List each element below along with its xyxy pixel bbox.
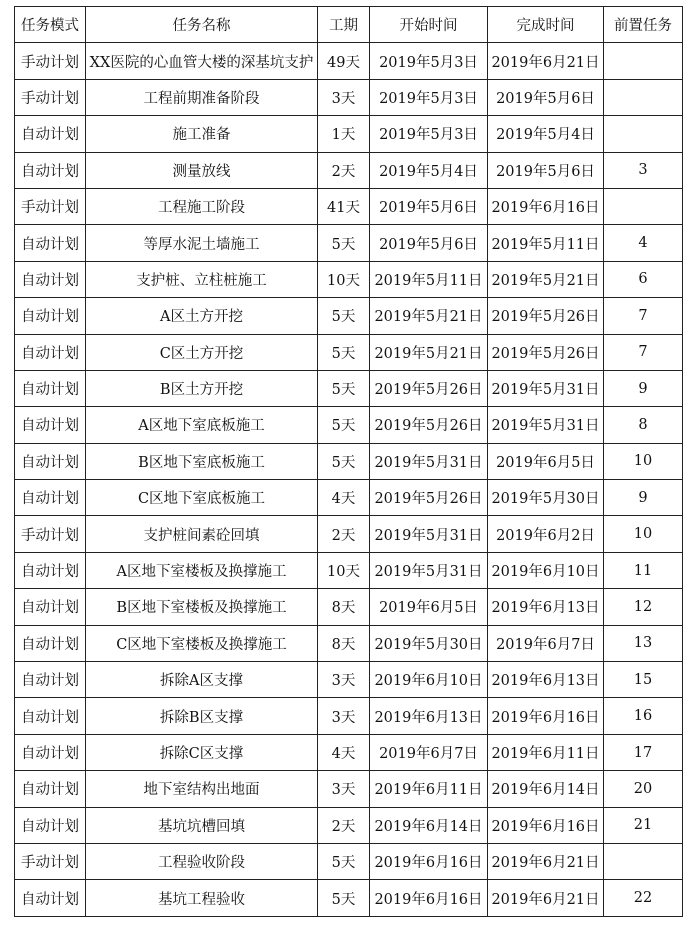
task-name-cell: XX医院的心血管大楼的深基坑支护 [86, 43, 318, 79]
predecessor-cell: 10 [604, 516, 683, 552]
task-mode-cell: 自动计划 [15, 407, 86, 443]
finish-time-cell: 2019年6月16日 [488, 807, 604, 843]
predecessor-cell [604, 188, 683, 224]
table-row [15, 116, 683, 152]
predecessor-cell: 20 [604, 771, 683, 807]
start-time-cell: 2019年6月7日 [370, 734, 488, 770]
task-name-cell: 支护桩、立柱桩施工 [86, 261, 318, 297]
start-time-cell: 2019年6月11日 [370, 771, 488, 807]
table-row [15, 516, 683, 552]
table-row [15, 589, 683, 625]
duration-cell: 8天 [318, 589, 370, 625]
duration-cell: 5天 [318, 407, 370, 443]
task-mode-cell: 手动计划 [15, 79, 86, 115]
predecessor-cell: 8 [604, 407, 683, 443]
task-mode-cell: 自动计划 [15, 698, 86, 734]
task-name-cell: A区地下室底板施工 [86, 407, 318, 443]
finish-time-cell: 2019年5月21日 [488, 261, 604, 297]
table-row [15, 734, 683, 770]
table-row [15, 334, 683, 370]
predecessor-cell [604, 43, 683, 79]
task-mode-cell: 自动计划 [15, 480, 86, 516]
predecessor-cell: 21 [604, 807, 683, 843]
finish-time-cell: 2019年6月13日 [488, 662, 604, 698]
start-time-cell: 2019年5月26日 [370, 480, 488, 516]
task-mode-cell: 自动计划 [15, 334, 86, 370]
start-time-cell: 2019年6月13日 [370, 698, 488, 734]
task-mode-cell: 自动计划 [15, 625, 86, 661]
table-row [15, 407, 683, 443]
task-name-cell: A区土方开挖 [86, 298, 318, 334]
table-row [15, 662, 683, 698]
task-mode-cell: 自动计划 [15, 370, 86, 406]
table-row [15, 298, 683, 334]
predecessor-cell: 6 [604, 261, 683, 297]
predecessor-cell: 9 [604, 370, 683, 406]
finish-time-cell: 2019年6月16日 [488, 698, 604, 734]
start-time-cell: 2019年5月6日 [370, 225, 488, 261]
table-row [15, 370, 683, 406]
task-mode-cell: 手动计划 [15, 843, 86, 879]
schedule-table [14, 6, 683, 917]
start-time-cell: 2019年5月31日 [370, 552, 488, 588]
table-row [15, 443, 683, 479]
task-mode-cell: 自动计划 [15, 116, 86, 152]
task-mode-cell: 自动计划 [15, 152, 86, 188]
task-name-cell: C区地下室楼板及换撑施工 [86, 625, 318, 661]
duration-cell: 3天 [318, 79, 370, 115]
duration-cell: 5天 [318, 225, 370, 261]
start-time-cell: 2019年5月6日 [370, 188, 488, 224]
duration-cell: 10天 [318, 552, 370, 588]
predecessor-cell: 7 [604, 334, 683, 370]
schedule-table-container [14, 6, 683, 917]
start-time-cell: 2019年5月3日 [370, 116, 488, 152]
task-name-cell: 拆除B区支撑 [86, 698, 318, 734]
finish-time-cell: 2019年5月31日 [488, 370, 604, 406]
duration-cell: 4天 [318, 480, 370, 516]
duration-cell: 5天 [318, 843, 370, 879]
predecessor-cell: 15 [604, 662, 683, 698]
duration-cell: 5天 [318, 334, 370, 370]
duration-cell: 1天 [318, 116, 370, 152]
task-name-cell: C区地下室底板施工 [86, 480, 318, 516]
duration-cell: 3天 [318, 662, 370, 698]
table-body [15, 43, 683, 916]
start-time-cell: 2019年5月21日 [370, 334, 488, 370]
finish-time-cell: 2019年5月6日 [488, 79, 604, 115]
finish-time-cell: 2019年6月10日 [488, 552, 604, 588]
start-time-cell: 2019年5月4日 [370, 152, 488, 188]
predecessor-cell: 3 [604, 152, 683, 188]
finish-time-cell: 2019年6月13日 [488, 589, 604, 625]
table-row [15, 225, 683, 261]
start-time-cell: 2019年6月14日 [370, 807, 488, 843]
finish-time-cell: 2019年6月11日 [488, 734, 604, 770]
finish-time-cell: 2019年5月11日 [488, 225, 604, 261]
finish-time-cell: 2019年6月21日 [488, 880, 604, 916]
duration-cell: 5天 [318, 298, 370, 334]
header-task-mode: 任务模式 [15, 7, 86, 43]
table-row [15, 771, 683, 807]
table-row [15, 188, 683, 224]
table-row [15, 79, 683, 115]
task-name-cell: 测量放线 [86, 152, 318, 188]
table-row [15, 552, 683, 588]
predecessor-cell: 12 [604, 589, 683, 625]
predecessor-cell: 10 [604, 443, 683, 479]
predecessor-cell: 4 [604, 225, 683, 261]
duration-cell: 4天 [318, 734, 370, 770]
duration-cell: 5天 [318, 880, 370, 916]
task-mode-cell: 自动计划 [15, 443, 86, 479]
task-name-cell: B区地下室底板施工 [86, 443, 318, 479]
header-predecessors: 前置任务 [604, 7, 683, 43]
task-mode-cell: 手动计划 [15, 43, 86, 79]
duration-cell: 2天 [318, 807, 370, 843]
table-row [15, 480, 683, 516]
finish-time-cell: 2019年5月30日 [488, 480, 604, 516]
finish-time-cell: 2019年5月4日 [488, 116, 604, 152]
duration-cell: 41天 [318, 188, 370, 224]
task-name-cell: 工程验收阶段 [86, 843, 318, 879]
start-time-cell: 2019年5月21日 [370, 298, 488, 334]
task-name-cell: B区土方开挖 [86, 370, 318, 406]
finish-time-cell: 2019年6月7日 [488, 625, 604, 661]
start-time-cell: 2019年5月26日 [370, 370, 488, 406]
header-duration: 工期 [318, 7, 370, 43]
predecessor-cell [604, 843, 683, 879]
task-name-cell: 工程施工阶段 [86, 188, 318, 224]
table-row [15, 261, 683, 297]
predecessor-cell: 16 [604, 698, 683, 734]
finish-time-cell: 2019年6月21日 [488, 43, 604, 79]
task-mode-cell: 自动计划 [15, 552, 86, 588]
start-time-cell: 2019年5月3日 [370, 79, 488, 115]
table-row [15, 843, 683, 879]
table-row [15, 880, 683, 916]
table-row [15, 625, 683, 661]
duration-cell: 49天 [318, 43, 370, 79]
finish-time-cell: 2019年5月26日 [488, 334, 604, 370]
duration-cell: 8天 [318, 625, 370, 661]
task-mode-cell: 自动计划 [15, 261, 86, 297]
task-name-cell: 工程前期准备阶段 [86, 79, 318, 115]
task-mode-cell: 自动计划 [15, 589, 86, 625]
table-row [15, 807, 683, 843]
predecessor-cell: 17 [604, 734, 683, 770]
task-name-cell: 地下室结构出地面 [86, 771, 318, 807]
start-time-cell: 2019年6月10日 [370, 662, 488, 698]
start-time-cell: 2019年5月11日 [370, 261, 488, 297]
predecessor-cell: 22 [604, 880, 683, 916]
task-mode-cell: 自动计划 [15, 298, 86, 334]
header-task-name: 任务名称 [86, 7, 318, 43]
table-header-row [15, 7, 683, 43]
finish-time-cell: 2019年6月21日 [488, 843, 604, 879]
duration-cell: 10天 [318, 261, 370, 297]
task-name-cell: 等厚水泥土墙施工 [86, 225, 318, 261]
duration-cell: 2天 [318, 152, 370, 188]
task-name-cell: 施工准备 [86, 116, 318, 152]
table-row [15, 152, 683, 188]
task-mode-cell: 自动计划 [15, 734, 86, 770]
predecessor-cell: 9 [604, 480, 683, 516]
predecessor-cell [604, 116, 683, 152]
predecessor-cell: 13 [604, 625, 683, 661]
finish-time-cell: 2019年5月6日 [488, 152, 604, 188]
task-name-cell: 支护桩间素砼回填 [86, 516, 318, 552]
duration-cell: 5天 [318, 370, 370, 406]
start-time-cell: 2019年5月26日 [370, 407, 488, 443]
start-time-cell: 2019年5月31日 [370, 516, 488, 552]
task-mode-cell: 自动计划 [15, 771, 86, 807]
start-time-cell: 2019年5月3日 [370, 43, 488, 79]
task-mode-cell: 手动计划 [15, 516, 86, 552]
start-time-cell: 2019年6月16日 [370, 880, 488, 916]
task-mode-cell: 自动计划 [15, 880, 86, 916]
duration-cell: 3天 [318, 698, 370, 734]
finish-time-cell: 2019年6月5日 [488, 443, 604, 479]
duration-cell: 2天 [318, 516, 370, 552]
start-time-cell: 2019年5月30日 [370, 625, 488, 661]
finish-time-cell: 2019年5月26日 [488, 298, 604, 334]
finish-time-cell: 2019年6月14日 [488, 771, 604, 807]
table-row [15, 698, 683, 734]
task-name-cell: 基坑工程验收 [86, 880, 318, 916]
finish-time-cell: 2019年5月31日 [488, 407, 604, 443]
header-finish-time: 完成时间 [488, 7, 604, 43]
finish-time-cell: 2019年6月16日 [488, 188, 604, 224]
task-mode-cell: 手动计划 [15, 188, 86, 224]
task-name-cell: B区地下室楼板及换撑施工 [86, 589, 318, 625]
table-row [15, 43, 683, 79]
predecessor-cell [604, 79, 683, 115]
start-time-cell: 2019年5月31日 [370, 443, 488, 479]
task-name-cell: 基坑坑槽回填 [86, 807, 318, 843]
predecessor-cell: 7 [604, 298, 683, 334]
duration-cell: 3天 [318, 771, 370, 807]
task-mode-cell: 自动计划 [15, 662, 86, 698]
task-name-cell: 拆除C区支撑 [86, 734, 318, 770]
task-name-cell: C区土方开挖 [86, 334, 318, 370]
header-start-time: 开始时间 [370, 7, 488, 43]
predecessor-cell: 11 [604, 552, 683, 588]
start-time-cell: 2019年6月5日 [370, 589, 488, 625]
task-mode-cell: 自动计划 [15, 807, 86, 843]
start-time-cell: 2019年6月16日 [370, 843, 488, 879]
finish-time-cell: 2019年6月2日 [488, 516, 604, 552]
task-mode-cell: 自动计划 [15, 225, 86, 261]
duration-cell: 5天 [318, 443, 370, 479]
task-name-cell: A区地下室楼板及换撑施工 [86, 552, 318, 588]
task-name-cell: 拆除A区支撑 [86, 662, 318, 698]
